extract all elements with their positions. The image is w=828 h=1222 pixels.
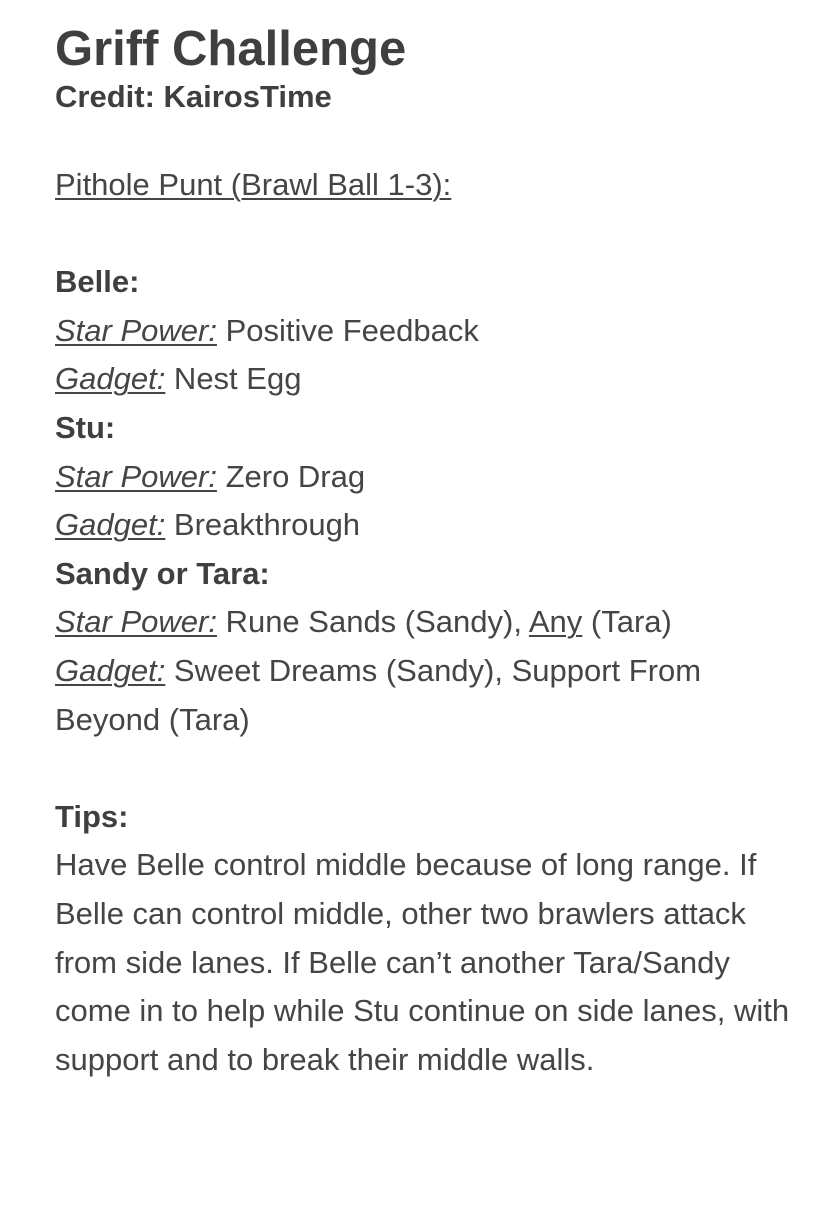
brawler-name-sandy-or-tara: Sandy or Tara:	[55, 555, 270, 591]
sandy-tara-star-power	[55, 598, 795, 647]
blank-line	[55, 744, 795, 793]
brawler-name-stu: Stu:	[55, 409, 116, 445]
sandy-tara-gadget	[55, 647, 795, 744]
tips-heading: Tips:	[55, 798, 129, 834]
gadget-label: Gadget:	[55, 507, 166, 543]
note-title: Griff Challenge	[55, 22, 407, 76]
star-power-value-sandy: Rune Sands (Sandy),	[216, 604, 529, 640]
blank-line	[55, 114, 795, 161]
star-power-any: Any	[528, 604, 583, 640]
star-power-label: Star Power:	[55, 604, 217, 640]
tips-text: Have Belle control middle because of long range. If Belle can control middle, other two brawlers attack from side lanes. If Belle can’t another Tara/Sandy come in to help while Stu continue on side lanes, with support and to break their middle walls.	[55, 847, 790, 1077]
star-power-label: Star Power:	[55, 458, 217, 494]
gadget-label: Gadget:	[55, 361, 166, 397]
belle-gadget	[55, 355, 795, 404]
star-power-value: Positive Feedback	[216, 312, 479, 348]
map-heading-text: Pithole Punt (Brawl Ball 1-3):	[55, 167, 452, 202]
credit-line: Credit: KairosTime	[55, 79, 332, 114]
belle-star-power	[55, 307, 795, 356]
gadget-value: Sweet Dreams (Sandy), Support From Beyond (Tara)	[55, 652, 702, 737]
stu-star-power	[55, 453, 795, 502]
gadget-value: Nest Egg	[165, 361, 302, 397]
gadget-label: Gadget:	[55, 652, 166, 688]
map-heading	[55, 161, 795, 210]
star-power-value-tara: (Tara)	[582, 604, 672, 640]
star-power-label: Star Power:	[55, 312, 217, 348]
star-power-value: Zero Drag	[216, 458, 366, 494]
gadget-value: Breakthrough	[165, 507, 361, 543]
stu-gadget	[55, 501, 795, 550]
blank-line	[55, 210, 795, 259]
brawler-name-belle: Belle:	[55, 264, 140, 300]
note-body[interactable]	[55, 18, 795, 1084]
